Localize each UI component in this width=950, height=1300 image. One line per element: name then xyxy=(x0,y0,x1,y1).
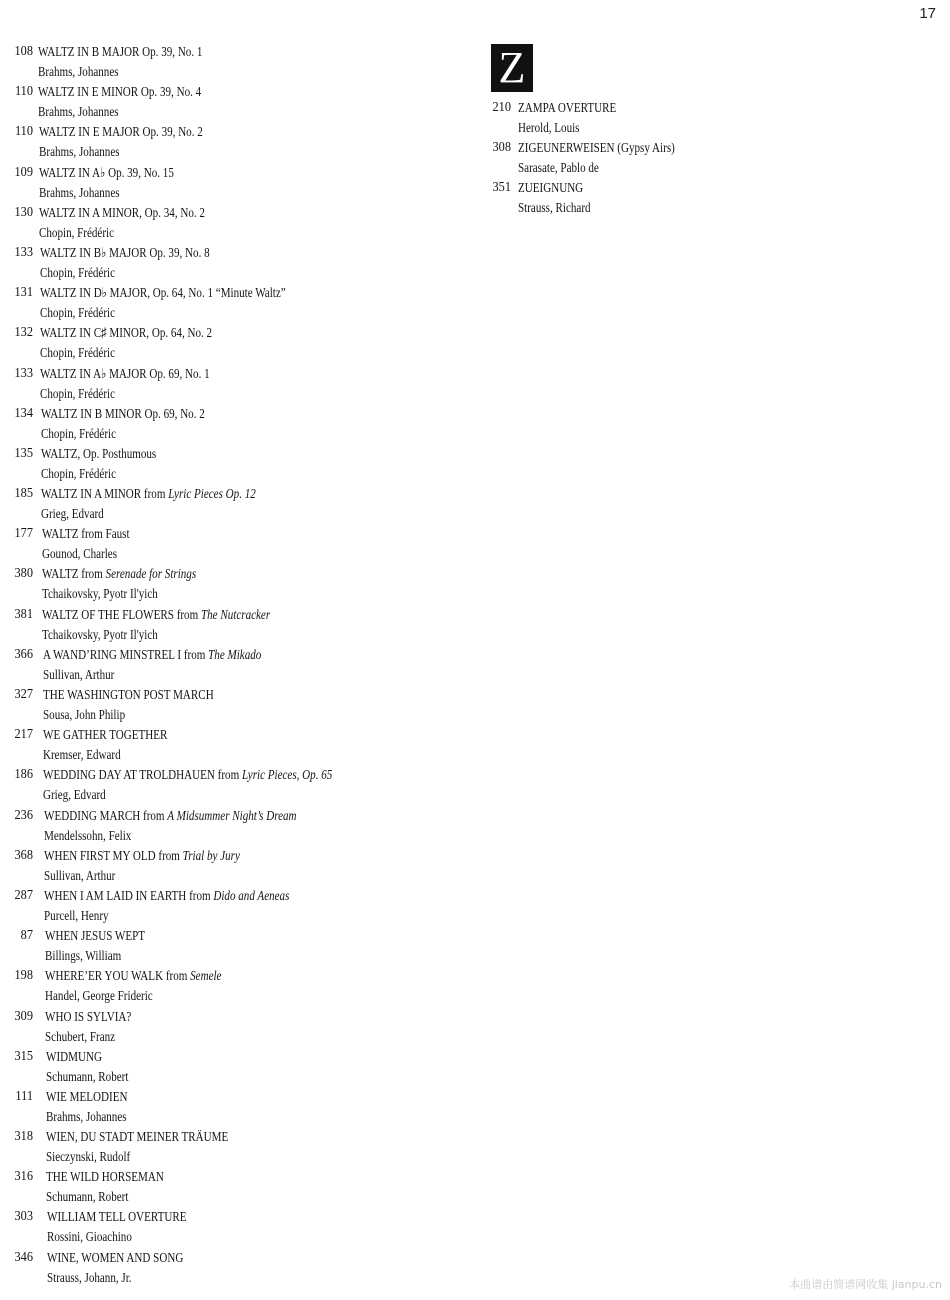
entry-composer: Chopin, Frédéric xyxy=(40,305,116,321)
entry-title-text: WILLIAM TELL OVERTURE xyxy=(47,1209,187,1225)
entry-title-text: WHO IS SYLVIA? xyxy=(45,1008,132,1024)
entry-composer: Gounod, Charles xyxy=(42,546,118,562)
entry-page-number: 210 xyxy=(492,100,511,115)
index-entry xyxy=(2,524,432,564)
entry-composer: Chopin, Frédéric xyxy=(40,385,116,401)
entry-page-number: 315 xyxy=(14,1048,33,1064)
entry-composer: Brahms, Johannes xyxy=(38,104,119,120)
entry-title xyxy=(518,178,583,198)
entry-title xyxy=(45,966,221,986)
entry-title-text: WIEN, DU STADT MEINER TRÄUME xyxy=(46,1129,229,1145)
index-entry xyxy=(2,364,432,404)
index-entry xyxy=(480,178,780,218)
entry-page-number: 303 xyxy=(14,1209,33,1225)
entry-composer: Sousa, John Philip xyxy=(43,707,126,722)
entry-title-text: ZIGEUNERWEISEN (Gypsy Airs) xyxy=(518,140,675,156)
entry-composer: Sullivan, Arthur xyxy=(44,867,116,883)
index-entry xyxy=(2,725,432,765)
entry-title-text: WALTZ from xyxy=(42,566,106,582)
entry-title-text: WALTZ IN A♭ MAJOR Op. 69, No. 1 xyxy=(40,365,210,381)
entry-page-number: 177 xyxy=(14,526,33,542)
entry-title xyxy=(518,138,675,158)
watermark: 本曲谱由简谱网收集 jianpu.cn xyxy=(789,1278,942,1291)
entry-composer: Tchaikovsky, Pyotr Il'yich xyxy=(42,586,158,602)
entry-page-number: 132 xyxy=(14,325,33,341)
index-entry xyxy=(2,806,432,846)
entry-work-title: Dido and Aeneas xyxy=(213,887,290,903)
entry-title-text: A WAND’RING MINSTREL I from xyxy=(43,646,209,662)
entry-title-text: WALTZ IN A MINOR, Op. 34, No. 2 xyxy=(39,204,205,220)
entry-title xyxy=(43,685,214,705)
entry-page-number: 236 xyxy=(14,807,33,823)
entry-title-text: WALTZ IN E MINOR Op. 39, No. 4 xyxy=(38,84,202,100)
index-entry xyxy=(2,1007,432,1047)
entry-title-text: WALTZ, Op. Posthumous xyxy=(41,445,157,461)
entry-title-text: WHEN JESUS WEPT xyxy=(45,928,146,944)
entry-title xyxy=(39,203,205,223)
entry-composer: Brahms, Johannes xyxy=(39,184,120,200)
index-entry xyxy=(2,564,432,604)
index-entry xyxy=(2,966,432,1006)
entry-title xyxy=(41,484,256,504)
index-entry xyxy=(2,1047,432,1087)
entry-title-text: WALTZ IN D♭ MAJOR, Op. 64, No. 1 “Minute Waltz” xyxy=(40,285,286,301)
entry-title xyxy=(44,886,289,906)
entry-page-number: 366 xyxy=(14,646,33,662)
index-entry xyxy=(2,926,432,966)
entry-title-text: WALTZ IN A♭ Op. 39, No. 15 xyxy=(39,164,174,180)
entry-title xyxy=(42,605,270,625)
entry-composer: Chopin, Frédéric xyxy=(40,345,116,361)
index-entry xyxy=(2,765,432,805)
entry-title xyxy=(46,1167,164,1187)
entry-title-text: WALTZ OF THE FLOWERS from xyxy=(42,606,201,622)
index-entry xyxy=(2,283,432,323)
index-entry xyxy=(2,1127,432,1167)
entry-composer: Grieg, Edvard xyxy=(41,506,104,522)
entry-composer: Strauss, Richard xyxy=(518,200,591,216)
entry-composer: Schumann, Robert xyxy=(46,1189,129,1205)
entry-composer: Brahms, Johannes xyxy=(38,64,119,79)
index-column-left xyxy=(2,42,432,1288)
entry-title xyxy=(41,404,205,424)
entry-composer: Brahms, Johannes xyxy=(46,1108,127,1124)
index-entry xyxy=(2,323,432,363)
entry-title-text: WALTZ IN B♭ MAJOR Op. 39, No. 8 xyxy=(40,244,210,260)
entry-title-text: WIDMUNG xyxy=(46,1048,102,1064)
entry-page-number: 134 xyxy=(14,405,33,421)
entry-title xyxy=(42,564,196,584)
entry-title xyxy=(42,524,130,544)
entry-page-number: 316 xyxy=(14,1169,33,1185)
index-entry xyxy=(2,886,432,926)
entry-title xyxy=(43,645,261,665)
entry-page-number: 346 xyxy=(14,1249,33,1265)
index-entry xyxy=(2,605,432,645)
entry-page-number: 111 xyxy=(15,1088,34,1104)
entry-title xyxy=(44,806,297,826)
index-column-right xyxy=(480,98,780,219)
index-entry xyxy=(2,1087,432,1127)
entry-composer: Rossini, Gioachino xyxy=(47,1229,132,1245)
entry-composer: Kremser, Edward xyxy=(43,747,121,763)
index-entry xyxy=(2,1167,432,1207)
page-number: 17 xyxy=(919,5,936,22)
entry-page-number: 130 xyxy=(14,204,33,220)
entry-composer: Grieg, Edvard xyxy=(43,787,106,803)
index-entry xyxy=(2,163,432,203)
entry-title xyxy=(43,725,167,745)
entry-composer: Sullivan, Arthur xyxy=(43,666,115,682)
entry-page-number: 380 xyxy=(14,566,33,582)
entry-composer: Sarasate, Pablo de xyxy=(518,160,599,176)
entry-title-text: WEDDING DAY AT TROLDHAUEN from xyxy=(43,767,242,783)
index-entry xyxy=(2,243,432,283)
entry-page-number: 198 xyxy=(14,968,33,984)
index-entry xyxy=(2,42,432,82)
entry-page-number: 133 xyxy=(14,244,33,260)
entry-work-title: Trial by Jury xyxy=(182,847,240,863)
entry-page-number: 327 xyxy=(14,687,33,702)
index-entry xyxy=(2,404,432,444)
entry-title-text: WHEN I AM LAID IN EARTH from xyxy=(44,887,214,903)
entry-composer: Sieczynski, Rudolf xyxy=(46,1149,131,1165)
entry-composer: Mendelssohn, Felix xyxy=(44,827,132,843)
section-letter-badge: Z xyxy=(491,44,533,92)
entry-title xyxy=(44,846,240,866)
entry-page-number: 87 xyxy=(20,928,33,944)
index-entry xyxy=(480,98,780,138)
entry-composer: Chopin, Frédéric xyxy=(39,224,115,240)
entry-work-title: Serenade for Strings xyxy=(105,566,197,582)
entry-page-number: 185 xyxy=(14,486,33,502)
entry-composer: Chopin, Frédéric xyxy=(41,425,117,441)
entry-title xyxy=(46,1127,228,1147)
index-entry xyxy=(2,1248,432,1288)
entry-composer: Billings, William xyxy=(45,948,122,964)
entry-page-number: 368 xyxy=(14,847,33,863)
entry-title-text: WALTZ from Faust xyxy=(42,526,130,542)
entry-title-text: ZUEIGNUNG xyxy=(518,180,584,196)
entry-composer: Brahms, Johannes xyxy=(39,144,120,160)
entry-title xyxy=(518,98,616,118)
index-entry xyxy=(2,484,432,524)
entry-title xyxy=(40,364,210,384)
entry-page-number: 287 xyxy=(14,887,33,903)
entry-title xyxy=(38,42,202,62)
entry-page-number: 318 xyxy=(14,1129,33,1145)
entry-composer: Herold, Louis xyxy=(518,120,580,135)
entry-title-text: WALTZ IN B MAJOR Op. 39, No. 1 xyxy=(38,44,203,59)
entry-composer: Handel, George Frideric xyxy=(45,988,153,1004)
entry-title xyxy=(47,1248,183,1268)
index-entry xyxy=(2,645,432,685)
entry-title xyxy=(46,1047,102,1067)
entry-composer: Schumann, Robert xyxy=(46,1068,129,1084)
entry-work-title: Lyric Pieces, Op. 65 xyxy=(241,767,333,783)
entry-title-text: ZAMPA OVERTURE xyxy=(518,100,617,115)
entry-title-text: WEDDING MARCH from xyxy=(44,807,168,823)
entry-composer: Chopin, Frédéric xyxy=(40,264,116,280)
entry-title xyxy=(47,1207,187,1227)
index-entry xyxy=(2,444,432,484)
entry-title xyxy=(45,926,145,946)
entry-title-text: WE GATHER TOGETHER xyxy=(43,727,168,743)
entry-composer: Strauss, Johann, Jr. xyxy=(47,1269,132,1285)
entry-page-number: 217 xyxy=(14,727,33,743)
entry-page-number: 351 xyxy=(492,180,511,196)
entry-work-title: Semele xyxy=(190,968,222,984)
entry-title-text: THE WASHINGTON POST MARCH xyxy=(43,687,214,702)
index-entry xyxy=(2,846,432,886)
entry-composer: Purcell, Henry xyxy=(44,907,109,923)
entry-page-number: 109 xyxy=(14,164,33,180)
index-entry xyxy=(2,82,432,122)
entry-page-number: 108 xyxy=(14,44,33,59)
entry-title-text: WALTZ IN A MINOR from xyxy=(41,486,169,502)
index-entry xyxy=(2,203,432,243)
entry-title xyxy=(39,122,203,142)
entry-page-number: 131 xyxy=(14,285,33,301)
entry-title-text: WHEN FIRST MY OLD from xyxy=(44,847,183,863)
entry-title-text: WALTZ IN C♯ MINOR, Op. 64, No. 2 xyxy=(40,325,213,341)
entry-title xyxy=(40,283,286,303)
entry-title xyxy=(45,1007,131,1027)
entry-title-text: WIE MELODIEN xyxy=(46,1088,128,1104)
entry-page-number: 135 xyxy=(14,445,33,461)
entry-title-text: WALTZ IN E MAJOR Op. 39, No. 2 xyxy=(39,124,203,140)
entry-composer: Chopin, Frédéric xyxy=(41,465,117,481)
entry-title xyxy=(41,444,156,464)
entry-title-text: WHERE’ER YOU WALK from xyxy=(45,968,191,984)
index-entry xyxy=(2,685,432,725)
entry-title xyxy=(39,163,174,183)
entry-title-text: THE WILD HORSEMAN xyxy=(46,1169,164,1185)
entry-page-number: 309 xyxy=(14,1008,33,1024)
entry-title xyxy=(38,82,201,102)
entry-page-number: 381 xyxy=(14,606,33,622)
entry-page-number: 308 xyxy=(492,140,511,156)
entry-title-text: WALTZ IN B MINOR Op. 69, No. 2 xyxy=(41,405,205,421)
entry-page-number: 133 xyxy=(14,365,33,381)
entry-composer: Tchaikovsky, Pyotr Il'yich xyxy=(42,626,158,642)
index-entry xyxy=(2,122,432,162)
entry-title xyxy=(43,765,332,785)
entry-page-number: 110 xyxy=(14,124,33,140)
entry-title xyxy=(40,243,210,263)
entry-title xyxy=(40,323,212,343)
entry-composer: Schubert, Franz xyxy=(45,1028,116,1044)
index-entry xyxy=(480,138,780,178)
entry-work-title: The Mikado xyxy=(208,646,262,662)
entry-work-title: Lyric Pieces Op. 12 xyxy=(168,486,256,502)
entry-title xyxy=(46,1087,127,1107)
entry-title-text: WINE, WOMEN AND SONG xyxy=(47,1249,184,1265)
entry-work-title: The Nutcracker xyxy=(200,606,271,622)
entry-work-title: A Midsummer Night’s Dream xyxy=(167,807,297,823)
index-entry xyxy=(2,1207,432,1247)
entry-page-number: 186 xyxy=(14,767,33,783)
entry-page-number: 110 xyxy=(14,84,33,100)
